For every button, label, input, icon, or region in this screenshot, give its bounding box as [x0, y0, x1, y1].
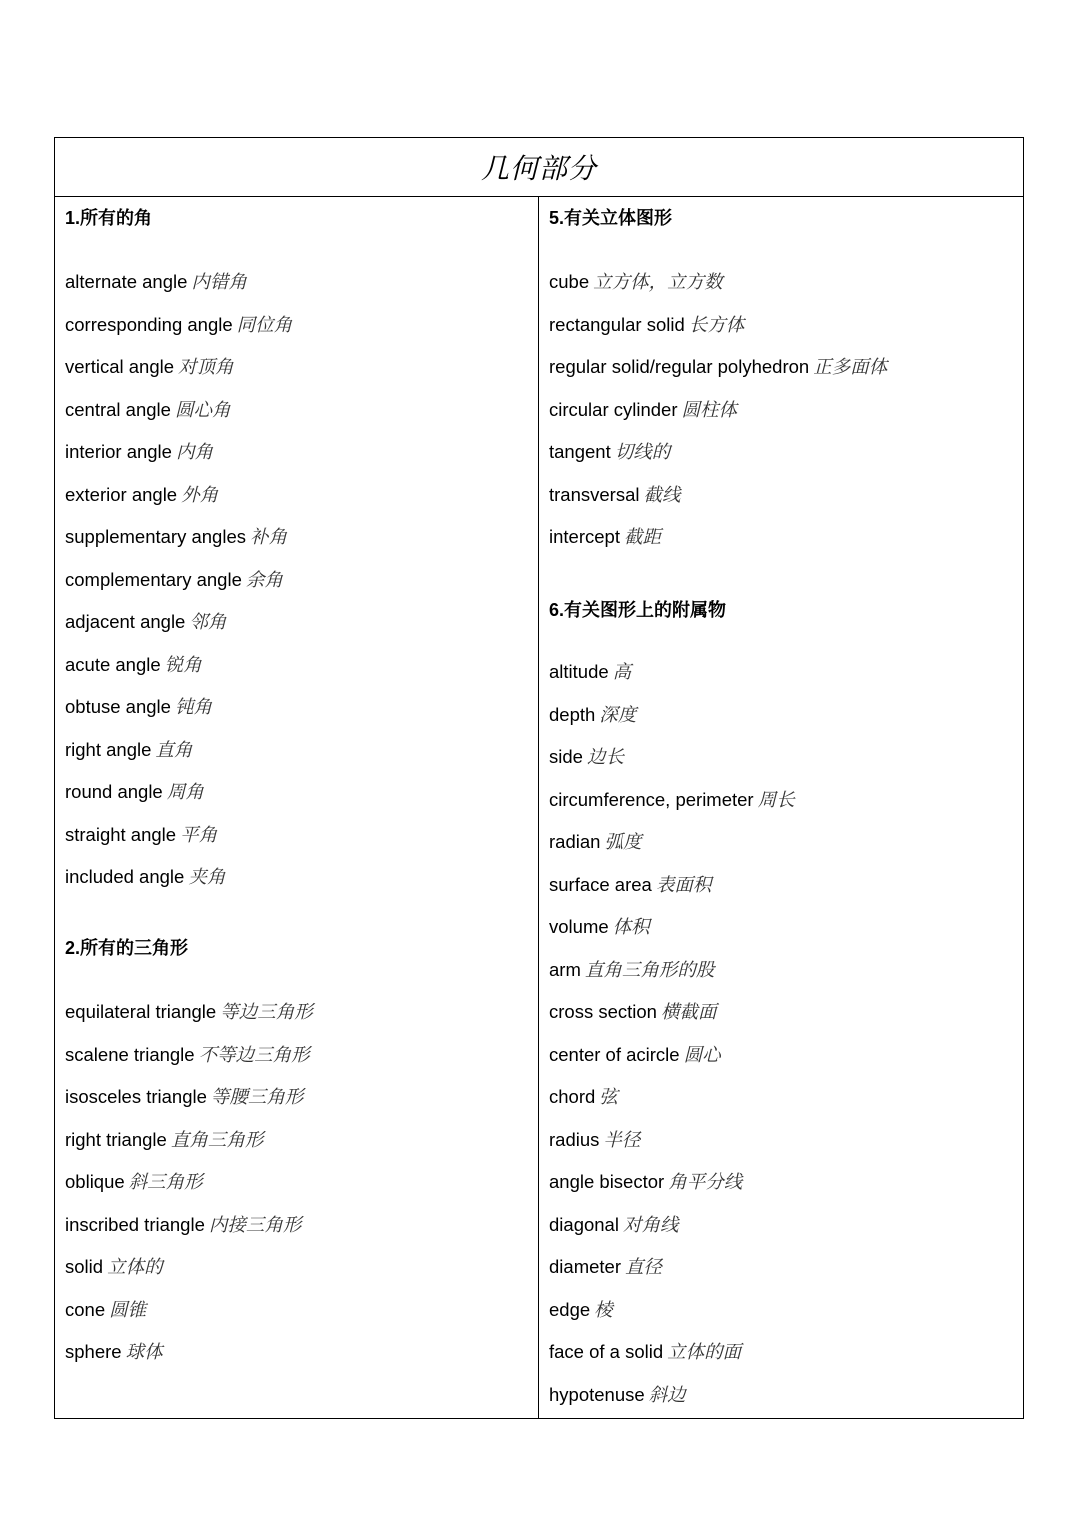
chinese-term: 正多面体: [813, 357, 888, 378]
section-heading-solids: 5.有关立体图形: [549, 208, 673, 228]
chinese-term: 直径: [624, 1257, 662, 1278]
triangle-item: [65, 1255, 163, 1280]
section-heading-attachments: 6.有关图形上的附属物: [549, 600, 727, 620]
english-term: rectangular solid: [549, 313, 685, 335]
chinese-term: 内错角: [191, 272, 247, 293]
english-term: tangent: [549, 441, 611, 462]
chinese-term: 圆心: [683, 1044, 721, 1066]
english-term: central angle: [65, 398, 171, 420]
english-term: included angle: [65, 866, 185, 887]
angle-item: [65, 440, 213, 465]
angle-item: [65, 610, 226, 635]
triangle-item: [65, 1085, 303, 1110]
english-term: supplementary angles: [65, 526, 246, 547]
chinese-term: 深度: [599, 704, 637, 726]
chinese-term: 棱: [594, 1299, 613, 1321]
solid-item: [549, 525, 661, 550]
english-term: hypotenuse: [549, 1383, 645, 1405]
english-term: arm: [549, 958, 581, 980]
chinese-term: 内接三角形: [208, 1214, 302, 1236]
english-term: center of acircle: [549, 1043, 680, 1065]
english-term: transversal: [549, 483, 640, 505]
attachment-item: [549, 1340, 741, 1365]
page-title: 几何部分: [480, 152, 597, 185]
chinese-term: 对角线: [622, 1214, 679, 1236]
chinese-term: 外角: [181, 484, 219, 506]
column-divider: [538, 196, 539, 1418]
attachment-item: [549, 660, 631, 685]
angle-item: [65, 823, 217, 848]
english-term: cross section: [549, 1001, 657, 1022]
triangle-item: [65, 1213, 301, 1238]
chinese-term: 直角三角形的股: [584, 959, 715, 981]
english-term: obtuse angle: [65, 696, 171, 717]
attachment-item: [549, 1298, 613, 1323]
english-term: sphere: [65, 1341, 122, 1362]
chinese-term: 截线: [643, 484, 681, 506]
angle-item: [65, 483, 218, 508]
angle-item: [65, 398, 230, 423]
chinese-term: 横截面: [660, 1002, 717, 1023]
english-term: chord: [549, 1086, 596, 1107]
attachment-item: [549, 830, 641, 855]
chinese-term: 等腰三角形: [210, 1087, 304, 1108]
english-term: intercept: [549, 526, 620, 547]
angle-item: [65, 695, 212, 720]
english-term: corresponding angle: [65, 313, 233, 335]
angle-item: [65, 270, 247, 295]
attachment-item: [549, 1000, 716, 1025]
angle-item: [65, 653, 202, 678]
chinese-term: 立体的面: [667, 1342, 742, 1363]
chinese-term: 截距: [623, 527, 661, 548]
attachment-item: [549, 915, 650, 940]
attachment-item: [549, 788, 795, 813]
attachment-item: [549, 958, 714, 983]
english-term: cone: [65, 1298, 106, 1320]
angle-item: [65, 568, 283, 593]
chinese-term: 球体: [125, 1342, 163, 1363]
english-term: exterior angle: [65, 483, 178, 505]
chinese-term: 斜边: [648, 1384, 686, 1406]
attachment-item: [549, 1043, 721, 1068]
chinese-term: 角平分线: [668, 1172, 743, 1193]
chinese-term: 圆心角: [174, 399, 231, 421]
chinese-term: 夹角: [188, 867, 226, 888]
english-term: surface area: [549, 873, 652, 895]
english-term: radius: [549, 1128, 600, 1150]
chinese-term: 长方体: [688, 314, 745, 336]
english-term: adjacent angle: [65, 611, 186, 632]
section-heading-angles: 1.所有的角: [65, 208, 153, 228]
triangle-item: [65, 1043, 310, 1068]
english-term: interior angle: [65, 441, 172, 462]
triangle-item: [65, 1298, 146, 1323]
english-term: volume: [549, 916, 609, 937]
english-term: cube: [549, 271, 590, 292]
attachment-item: [549, 1128, 640, 1153]
chinese-term: 弧度: [604, 832, 642, 853]
angle-item: [65, 738, 192, 763]
chinese-term: 内角: [175, 442, 213, 463]
chinese-term: 表面积: [655, 874, 712, 896]
english-term: circumference, perimeter: [549, 788, 754, 810]
triangle-item: [65, 1128, 263, 1153]
attachment-item: [549, 1170, 742, 1195]
section-heading-triangles: 2.所有的三角形: [65, 938, 189, 958]
chinese-term: 锐角: [164, 654, 202, 676]
chinese-term: 补角: [250, 527, 288, 548]
solid-item: [549, 398, 737, 423]
solid-item: [549, 440, 670, 465]
english-term: straight angle: [65, 823, 177, 845]
angle-item: [65, 355, 234, 380]
chinese-term: 高: [612, 662, 632, 683]
english-term: diameter: [549, 1256, 621, 1277]
attachment-item: [549, 1085, 618, 1110]
english-term: depth: [549, 703, 596, 725]
english-term: scalene triangle: [65, 1043, 195, 1065]
english-term: complementary angle: [65, 568, 242, 590]
chinese-term: 斜三角形: [128, 1172, 203, 1193]
attachment-item: [549, 1383, 686, 1408]
solid-item: [549, 355, 887, 380]
english-term: alternate angle: [65, 271, 188, 292]
title-row: [55, 138, 1023, 197]
english-term: acute angle: [65, 653, 161, 675]
attachment-item: [549, 1213, 678, 1238]
chinese-term: 同位角: [236, 314, 293, 336]
chinese-term: 对顶角: [178, 357, 234, 378]
english-term: equilateral triangle: [65, 1001, 217, 1022]
solid-item: [549, 483, 681, 508]
chinese-term: 圆锥: [109, 1299, 147, 1321]
chinese-term: 弦: [599, 1087, 618, 1108]
chinese-term: 不等边三角形: [198, 1044, 310, 1066]
angle-item: [65, 313, 292, 338]
english-term: regular solid/regular polyhedron: [549, 356, 810, 377]
chinese-term: 邻角: [189, 612, 227, 633]
chinese-term: 平角: [180, 824, 218, 846]
chinese-term: 等边三角形: [220, 1002, 313, 1023]
english-term: face of a solid: [549, 1341, 664, 1362]
english-term: right triangle: [65, 1128, 167, 1150]
solid-item: [549, 270, 723, 295]
vocabulary-table: [54, 137, 1024, 1419]
chinese-term: 半径: [603, 1129, 641, 1151]
attachment-item: [549, 703, 636, 728]
english-term: edge: [549, 1298, 591, 1320]
chinese-term: 体积: [612, 917, 650, 938]
english-term: side: [549, 746, 583, 767]
angle-item: [65, 780, 204, 805]
triangle-item: [65, 1000, 313, 1025]
english-term: altitude: [549, 661, 609, 682]
chinese-term: 直角: [155, 739, 193, 761]
chinese-term: 余角: [245, 569, 283, 591]
angle-item: [65, 525, 287, 550]
angle-item: [65, 865, 225, 890]
attachment-item: [549, 1255, 662, 1280]
attachment-item: [549, 873, 711, 898]
english-term: round angle: [65, 781, 163, 802]
english-term: diagonal: [549, 1213, 619, 1235]
english-term: solid: [65, 1256, 104, 1277]
english-term: inscribed triangle: [65, 1213, 205, 1235]
chinese-term: 边长: [586, 747, 624, 768]
chinese-term: 圆柱体: [681, 399, 738, 421]
chinese-term: 周长: [757, 789, 795, 811]
english-term: circular cylinder: [549, 398, 678, 420]
triangle-item: [65, 1340, 163, 1365]
english-term: angle bisector: [549, 1171, 665, 1192]
chinese-term: 切线的: [614, 442, 671, 463]
english-term: vertical angle: [65, 356, 175, 377]
solid-item: [549, 313, 744, 338]
english-term: right angle: [65, 738, 152, 760]
triangle-item: [65, 1170, 203, 1195]
chinese-term: 钝角: [174, 697, 212, 718]
chinese-term: 周角: [166, 782, 204, 803]
chinese-term: 直角三角形: [170, 1129, 264, 1151]
english-term: isosceles triangle: [65, 1086, 207, 1107]
attachment-item: [549, 745, 624, 770]
chinese-term: 立体的: [107, 1257, 163, 1278]
chinese-term: 立方体，立方数: [593, 272, 723, 293]
english-term: radian: [549, 831, 601, 852]
english-term: oblique: [65, 1171, 125, 1192]
